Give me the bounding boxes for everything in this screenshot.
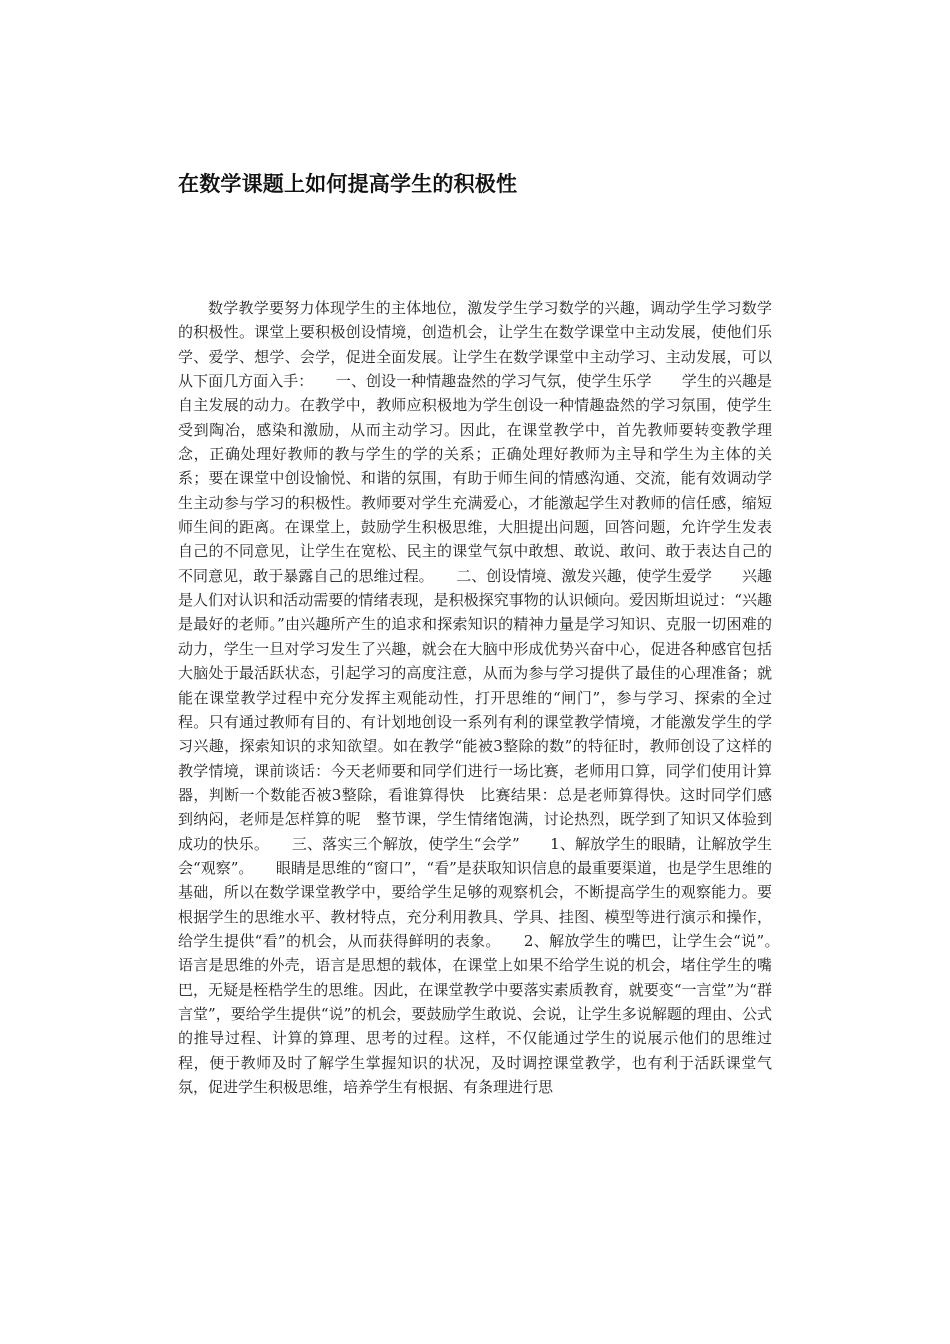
document-title: 在数学课题上如何提高学生的积极性	[178, 172, 518, 196]
document-body-paragraph: 数学教学要努力体现学生的主体地位，激发学生学习数学的兴趣，调动学生学习数学的积极性。课堂上要积极创设情境，创造机会，让学生在数学课堂中主动发展，使他们乐学、爱学、想学、会学，促进全面发展。让学生在数学课堂中主动学习、主动发展，可以从下面几方面入手： 一、创设一种情趣盎然的学习气氛，使学生乐学 学生的兴趣是自主发展的动力。在教学中，教师应积极地为学生创设一种情趣盎然的学习氛围，使学生受到陶冶，感染和激励，从而主动学习。因此，在课堂教学中，首先教师要转变教学理念，正确处理好教师的教与学生的学的关系；正确处理好教师为主导和学生为主体的关系；要在课堂中创设愉悦、和谐的氛围，有助于师生间的情感沟通、交流，能有效调动学生主动参与学习的积极性。教师要对学生充满爱心，才能激起学生对教师的信任感，缩短师生间的距离。在课堂上，鼓励学生积极思维，大胆提出问题，回答问题，允许学生发表自己的不同意见，让学生在宽松、民主的课堂气氛中敢想、敢说、敢问、敢于表达自己的不同意见，敢于暴露自己的思维过程。 二、创设情境、激发兴趣，使学生爱学 兴趣是人们对认识和活动需要的情绪表现，是积极探究事物的认识倾向。爱因斯坦说过：“兴趣是最好的老师。”由兴趣所产生的追求和探索知识的精神力量是学习知识、克服一切困难的动力，学生一旦对学习发生了兴趣，就会在大脑中形成优势兴奋中心，促进各种感官包括大脑处于最活跃状态，引起学习的高度注意，从而为参与学习提供了最佳的心理准备；就能在课堂教学过程中充分发挥主观能动性，打开思维的“闸门”，参与学习、探索的全过程。只有通过教师有目的、有计划地创设一系列有利的课堂教学情境，才能激发学生的学习兴趣，探索知识的求知欲望。如在教学“能被3整除的数”的特征时，教师创设了这样的教学情境，课前谈话：今天老师要和同学们进行一场比赛，老师用口算，同学们使用计算器，判断一个数能否被3整除，看谁算得快 比赛结果：总是老师算得快。这时同学们感到纳闷，老师是怎样算的呢 整节课，学生情绪饱满，讨论热烈，既学到了知识又体验到成功的快乐。 三、落实三个解放，使学生“会学” 1、解放学生的眼睛，让解放学生会“观察”。 眼睛是思维的“窗口”，“看”是获取知识信息的最重要渠道，也是学生思维的基础，所以在数学课堂教学中，要给学生足够的观察机会，不断提高学生的观察能力。要根据学生的思维水平、教材特点，充分利用教具、学具、挂图、模型等进行演示和操作，给学生提供“看”的机会，从而获得鲜明的表象。 2、解放学生的嘴巴，让学生会“说”。 语言是思维的外壳，语言是思想的载体，在课堂上如果不给学生说的机会，堵住学生的嘴巴，无疑是桎梏学生的思维。因此，在课堂教学中要落实素质教育，就要变“一言堂”为“群言堂”，要给学生提供“说”的机会，要鼓励学生敢说、会说，让学生多说解题的理由、公式的推导过程、计算的算理、思考的过程。这样，不仅能通过学生的说展示他们的思维过程，便于教师及时了解学生掌握知识的状况，及时调控课堂教学，也有利于活跃课堂气氛，促进学生积极思维，培养学生有根据、有条理进行思	[178, 299, 803, 1096]
